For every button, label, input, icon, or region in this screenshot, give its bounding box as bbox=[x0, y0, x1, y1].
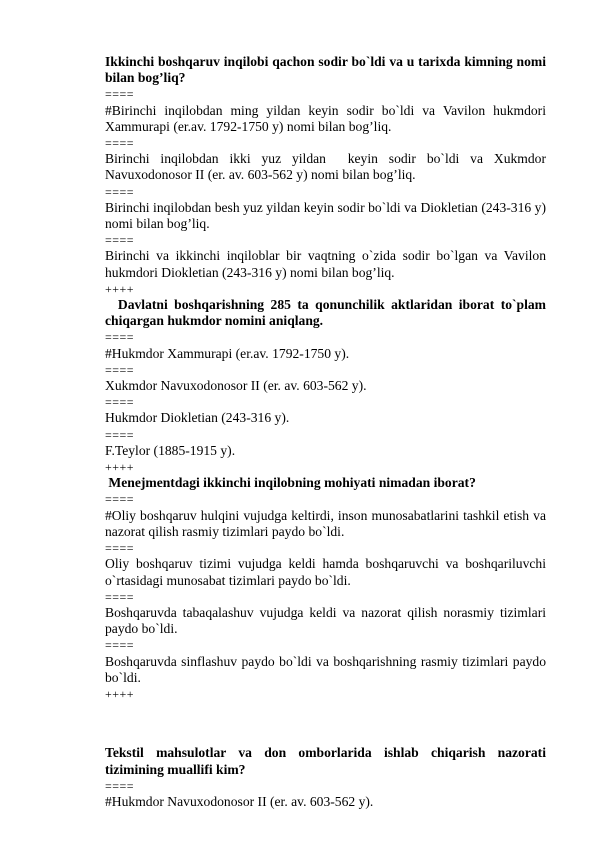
answer-option: Birinchi va ikkinchi inqiloblar bir vaqtning o`zida sodir bo`lgan va Vavilon hukmdori Diokletian (243-316 y) nomi bilan bog’liq. bbox=[105, 248, 550, 280]
blank-line bbox=[105, 716, 546, 732]
answer-option: Boshqaruvda sinflashuv paydo bo`ldi va boshqarishning rasmiy tizimlari paydo bo`ldi. bbox=[105, 653, 550, 685]
answer-option: #Oliy boshqaruv hulqini vujudga keltirdi, inson munosabatlarini tashkil etish va nazorat qilish rasmiy tizimlari paydo bo`ldi. bbox=[105, 507, 550, 539]
question-text: Menejmentdagi ikkinchi inqilobning mohiyati nimadan iborat? bbox=[105, 475, 476, 491]
question-text: Davlatni boshqarishning 285 ta qonunchilik aktlaridan iborat to`plam chiqargan hukmdor nomini aniqlang. bbox=[105, 297, 550, 329]
question-text: Tekstil mahsulotlar va don omborlarida ishlab chiqarish nazorati tizimining muallifi kim? bbox=[105, 745, 550, 777]
separator-line: ==== bbox=[105, 362, 135, 377]
answer-option: #Hukmdor Navuxodonosor II (er. av. 603-562 y). bbox=[105, 793, 374, 809]
separator-line: ==== bbox=[105, 427, 135, 442]
answer-option: #Birinchi inqilobdan ming yildan keyin sodir bo`ldi va Vavilon hukmdori Xammurapi (er.av. 1792-1750 y) nomi bilan bog’liq. bbox=[105, 102, 550, 134]
separator-line: ==== bbox=[105, 233, 135, 248]
answer-option: Boshqaruvda tabaqalashuv vujudga keldi va nazorat qilish norasmiy tizimlari paydo bo`ldi. bbox=[105, 604, 550, 637]
separator-line: ==== bbox=[105, 136, 135, 151]
separator-line: ++++ bbox=[105, 686, 135, 701]
separator-line: ==== bbox=[105, 184, 135, 199]
answer-option: Hukmdor Diokletian (243-316 y). bbox=[105, 410, 290, 426]
document-page bbox=[105, 54, 550, 810]
answer-option: #Hukmdor Xammurapi (er.av. 1792-1750 y). bbox=[105, 345, 350, 361]
separator-line: ==== bbox=[105, 330, 135, 345]
question-text: Ikkinchi boshqaruv inqilobi qachon sodir bo`ldi va u tarixda kimning nomi bilan bog’liq? bbox=[105, 54, 550, 86]
separator-line: ++++ bbox=[105, 281, 135, 296]
answer-option: Birinchi inqilobdan ikki yuz yildan keyin sodir bo`ldi va Xukmdor Navuxodonosor II (er. av. 603-562 y) nomi bilan bog’liq. bbox=[105, 151, 550, 183]
separator-line: ++++ bbox=[105, 460, 135, 475]
separator-line: ==== bbox=[105, 638, 135, 653]
answer-option: Xukmdor Navuxodonosor II (er. av. 603-562 y). bbox=[105, 378, 367, 394]
separator-line: ==== bbox=[105, 87, 135, 102]
separator-line: ==== bbox=[105, 589, 135, 604]
answer-option: F.Teylor (1885-1915 y). bbox=[105, 442, 236, 458]
separator-line: ==== bbox=[105, 541, 135, 556]
separator-line: ==== bbox=[105, 492, 135, 507]
separator-line: ==== bbox=[105, 778, 135, 793]
answer-option: Birinchi inqilobdan besh yuz yildan keyin sodir bo`ldi va Diokletian (243-316 y) nomi bilan bog’liq. bbox=[105, 199, 550, 232]
separator-line: ==== bbox=[105, 395, 135, 410]
answer-option: Oliy boshqaruv tizimi vujudga keldi hamda boshqaruvchi va boshqariluvchi o`rtasidagi munosabat tizimlari paydo bo`ldi. bbox=[105, 556, 550, 588]
